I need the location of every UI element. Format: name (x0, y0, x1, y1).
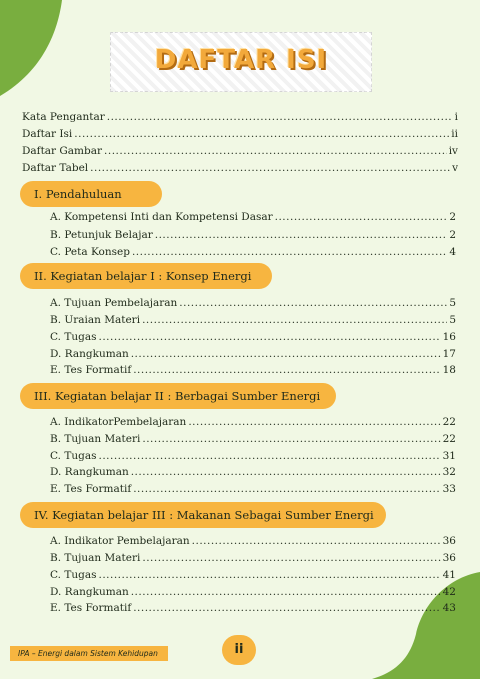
toc-section-entry[interactable] (50, 551, 456, 565)
toc-entry-label: A. IndikatorPembelajaran (50, 416, 187, 428)
dot-leader (98, 330, 440, 344)
dot-leader (142, 551, 440, 565)
dot-leader (131, 347, 441, 361)
toc-entry-label: E. Tes Formatif (50, 602, 132, 614)
toc-section-entry[interactable] (50, 347, 456, 361)
toc-entry-label: Daftar Tabel (22, 162, 89, 174)
toc-entry-page: 4 (449, 246, 456, 258)
toc-entry-label: C. Peta Konsep (50, 246, 130, 258)
toc-entry-page: 2 (449, 229, 456, 241)
toc-entry-page: 22 (442, 416, 456, 428)
toc-entry-label: A. Tujuan Pembelajaran (50, 297, 178, 309)
section-heading[interactable]: II. Kegiatan belajar I : Konsep Energi (20, 263, 272, 289)
dot-leader (133, 363, 440, 377)
dot-leader (133, 482, 440, 496)
dot-leader (275, 210, 448, 224)
toc-entry-label: D. Rangkuman (50, 586, 129, 598)
toc-entry-label: C. Tugas (50, 331, 97, 343)
toc-entry-label: B. Tujuan Materi (50, 552, 141, 564)
toc-entry-label: C. Tugas (50, 450, 97, 462)
toc-section-entry[interactable] (50, 568, 456, 582)
toc-section-entry[interactable] (50, 245, 456, 259)
toc-entry-page: 42 (442, 586, 456, 598)
top-left-leaf-shape (0, 0, 70, 100)
dot-leader (131, 585, 441, 599)
toc-front-entry[interactable] (22, 110, 458, 124)
toc-section-entry[interactable] (50, 482, 456, 496)
toc-section-entry[interactable] (50, 415, 456, 429)
toc-entry-page: 18 (442, 364, 456, 376)
dot-leader (192, 534, 441, 548)
toc-entry-page: ii (451, 128, 458, 140)
toc-entry-label: A. Indikator Pembelajaran (50, 535, 190, 547)
toc-entry-label: Daftar Gambar (22, 145, 103, 157)
dot-leader (179, 296, 447, 310)
section-heading[interactable]: IV. Kegiatan belajar III : Makanan Sebagai Sumber Energi (20, 502, 386, 528)
dot-leader (98, 568, 440, 582)
toc-entry-label: B. Uraian Materi (50, 314, 141, 326)
toc-entry-page: 2 (449, 211, 456, 223)
dot-leader (133, 601, 440, 615)
section-heading[interactable]: III. Kegiatan belajar II : Berbagai Sumber Energi (20, 383, 336, 409)
footer-book-title: IPA – Energi dalam Sistem Kehidupan (10, 646, 168, 661)
toc-entry-page: i (454, 111, 458, 123)
footer-page-number: ii (222, 635, 256, 665)
toc-entry-page: 5 (449, 314, 456, 326)
dot-leader (98, 449, 440, 463)
dot-leader (107, 110, 453, 124)
toc-entry-label: D. Rangkuman (50, 466, 129, 478)
toc-entry-label: D. Rangkuman (50, 348, 129, 360)
toc-front-entry[interactable] (22, 144, 458, 158)
toc-section-entry[interactable] (50, 449, 456, 463)
toc-entry-page: v (452, 162, 458, 174)
toc-entry-label: E. Tes Formatif (50, 483, 132, 495)
toc-entry-page: 41 (442, 569, 456, 581)
toc-entry-page: 32 (442, 466, 456, 478)
page-title: DAFTAR ISI (154, 45, 328, 75)
title-banner (110, 32, 372, 92)
toc-entry-page: 36 (442, 552, 456, 564)
toc-entry-page: 17 (442, 348, 456, 360)
dot-leader (155, 228, 448, 242)
toc-section-entry[interactable] (50, 601, 456, 615)
dot-leader (104, 144, 447, 158)
toc-entry-label: A. Kompetensi Inti dan Kompetensi Dasar (50, 211, 273, 223)
toc-section-entry[interactable] (50, 313, 456, 327)
dot-leader (90, 161, 450, 175)
toc-entry-page: 22 (442, 433, 456, 445)
toc-entry-label: Kata Pengantar (22, 111, 105, 123)
toc-front-entry[interactable] (22, 127, 458, 141)
section-heading[interactable]: I. Pendahuluan (20, 181, 162, 207)
toc-entry-page: 31 (442, 450, 456, 462)
toc-section-entry[interactable] (50, 228, 456, 242)
toc-front-entry[interactable] (22, 161, 458, 175)
toc-section-entry[interactable] (50, 363, 456, 377)
toc-entry-label: C. Tugas (50, 569, 97, 581)
toc-section-entry[interactable] (50, 465, 456, 479)
toc-entry-label: B. Petunjuk Belajar (50, 229, 153, 241)
toc-entry-page: 33 (442, 483, 456, 495)
toc-entry-label: Daftar Isi (22, 128, 73, 140)
toc-entry-page: 36 (442, 535, 456, 547)
toc-entry-label: B. Tujuan Materi (50, 433, 141, 445)
toc-entry-label: E. Tes Formatif (50, 364, 132, 376)
dot-leader (74, 127, 449, 141)
toc-section-entry[interactable] (50, 330, 456, 344)
toc-entry-page: 43 (442, 602, 456, 614)
dot-leader (131, 465, 441, 479)
dot-leader (142, 313, 447, 327)
toc-entry-page: iv (448, 145, 458, 157)
toc-section-entry[interactable] (50, 432, 456, 446)
toc-section-entry[interactable] (50, 534, 456, 548)
dot-leader (132, 245, 447, 259)
toc-entry-page: 16 (442, 331, 456, 343)
dot-leader (188, 415, 440, 429)
toc-section-entry[interactable] (50, 585, 456, 599)
toc-entry-page: 5 (449, 297, 456, 309)
toc-section-entry[interactable] (50, 210, 456, 224)
toc-section-entry[interactable] (50, 296, 456, 310)
dot-leader (142, 432, 440, 446)
